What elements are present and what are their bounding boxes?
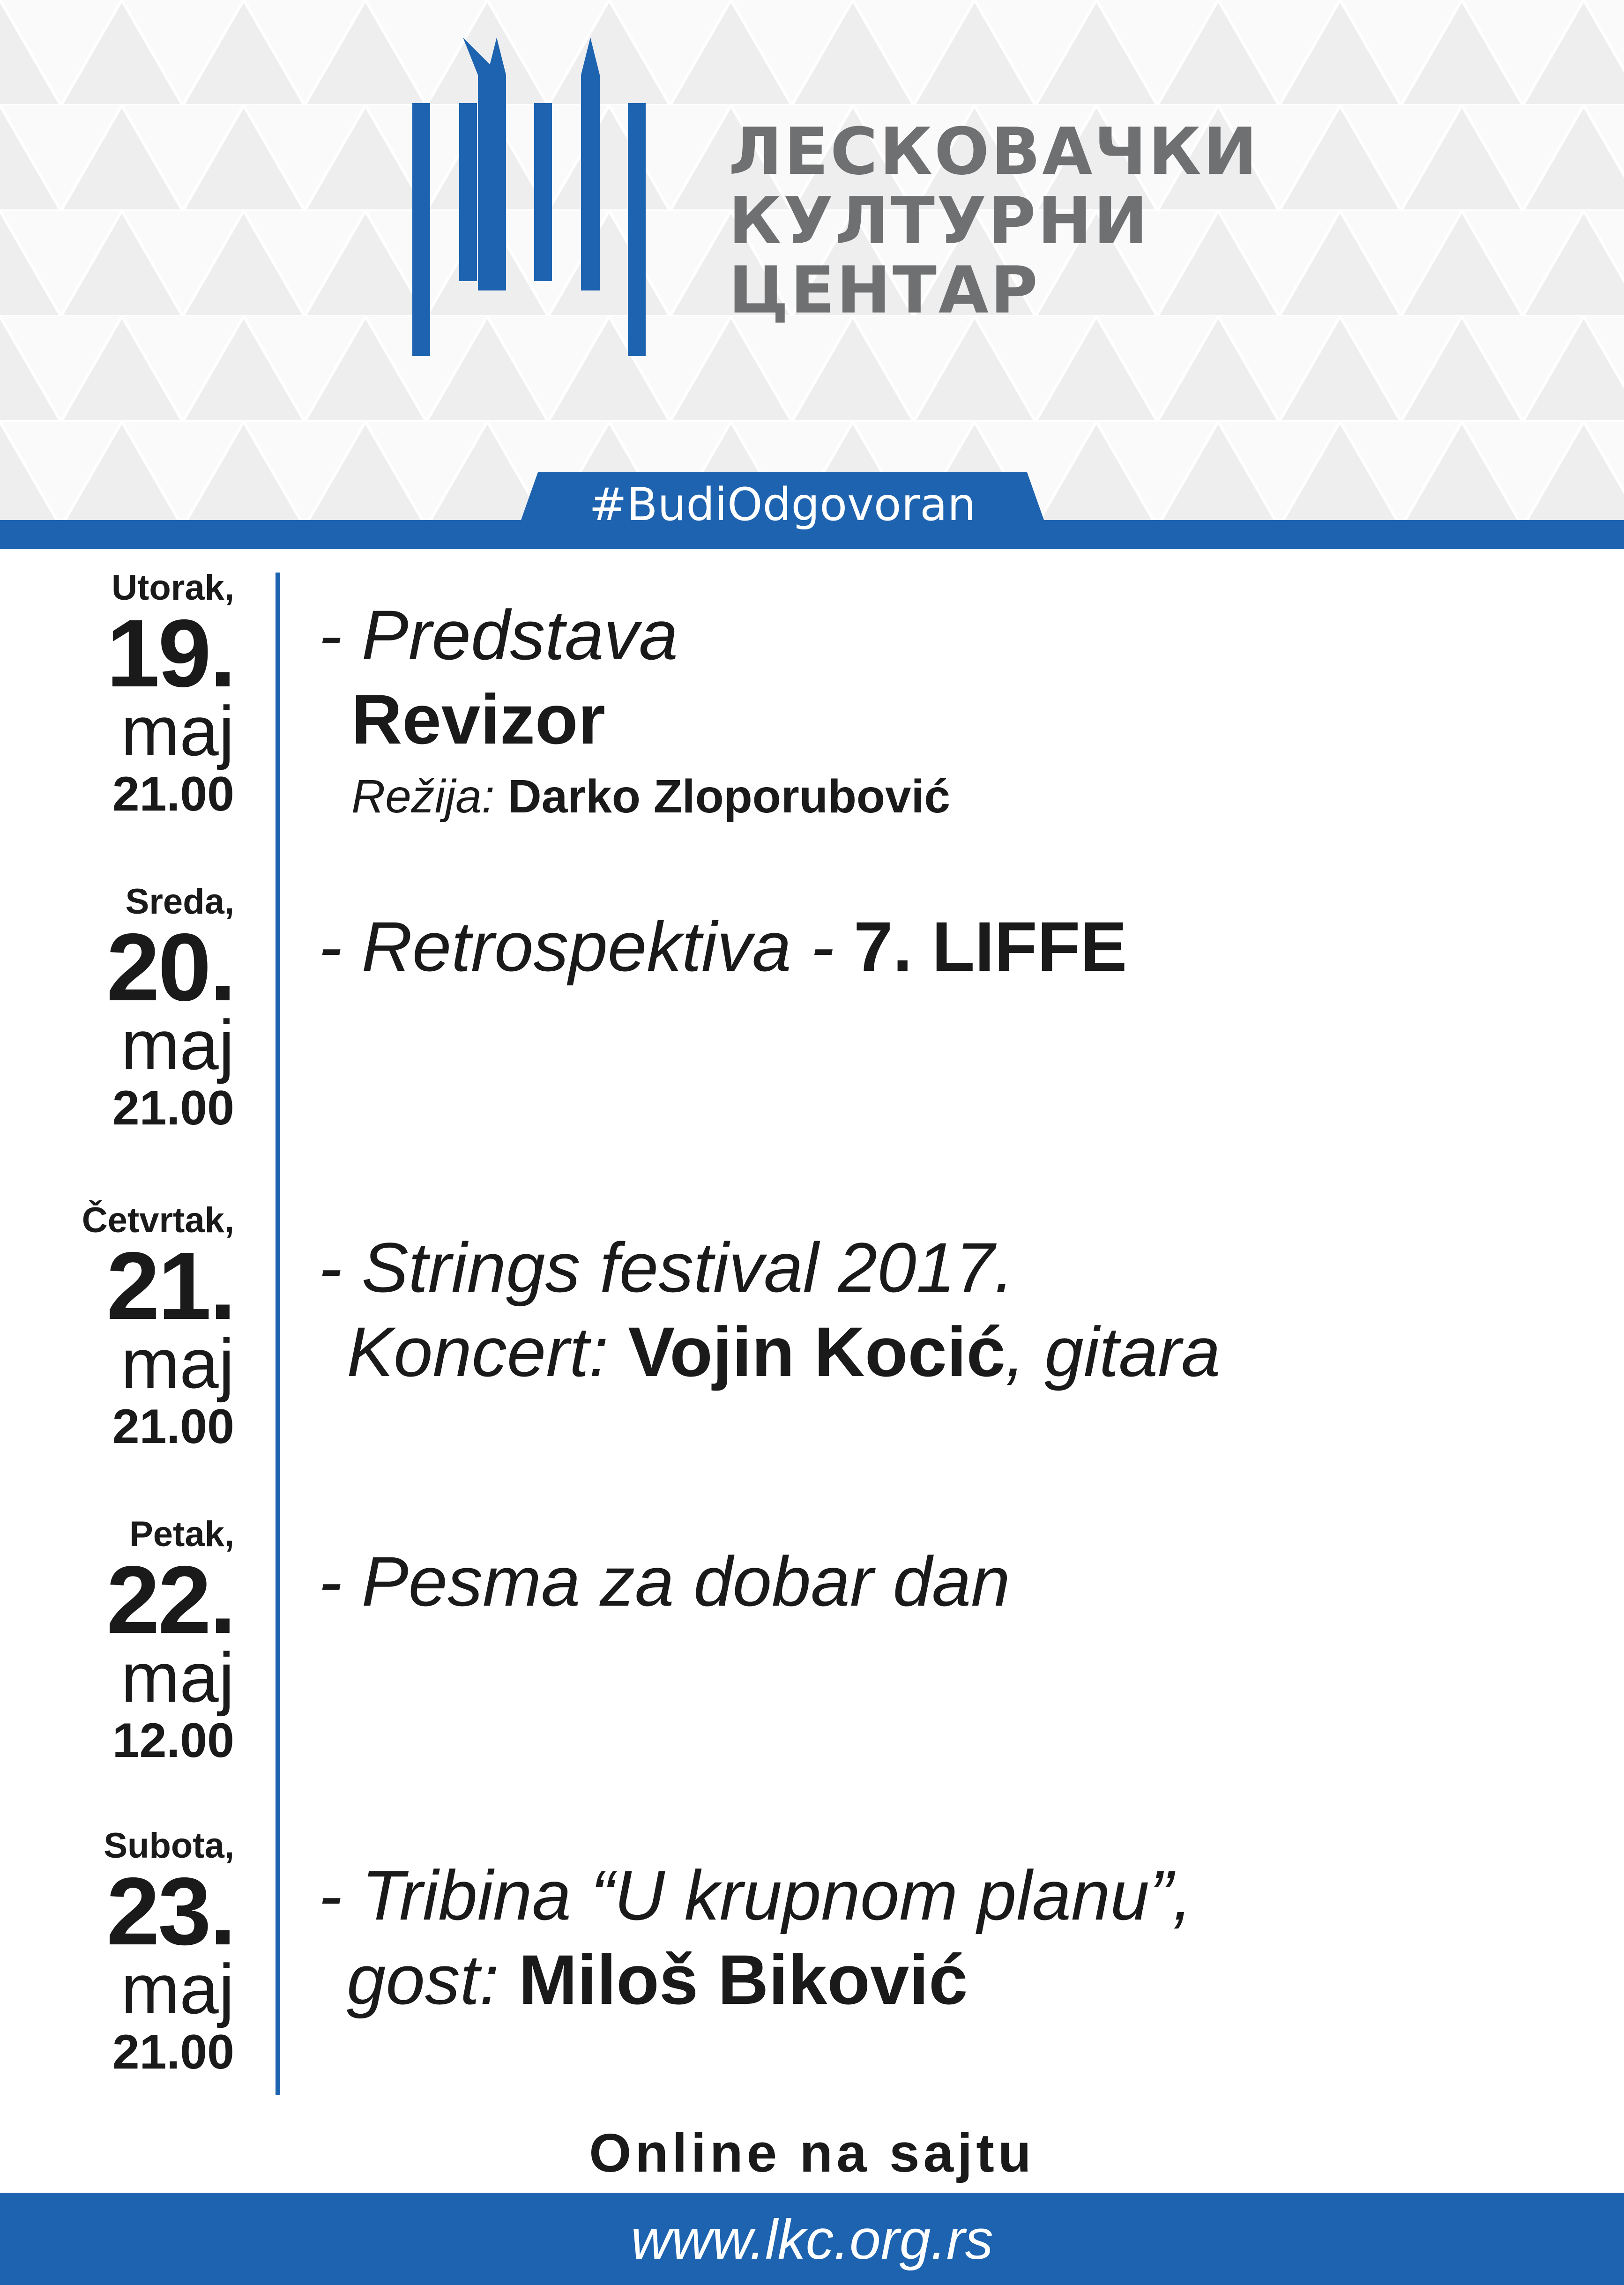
day-number: 19.	[106, 600, 234, 707]
day-number: 22.	[106, 1546, 234, 1653]
month: maj	[121, 1950, 234, 2028]
day-number: 23.	[106, 1858, 234, 1965]
event-line-2	[319, 1310, 1221, 1394]
header	[0, 0, 1624, 520]
event-date-4	[75, 1513, 234, 1771]
day-name: Utorak,	[112, 568, 234, 608]
day-number: 21.	[106, 1232, 234, 1340]
month: maj	[121, 1324, 234, 1403]
event-date-1	[75, 567, 234, 825]
logo-text	[729, 114, 1259, 328]
online-notice: Online na sajtu	[589, 2122, 1035, 2183]
event-type: - Strings festival 2017.	[319, 1228, 1014, 1307]
guest-name: Miloš Biković	[518, 1940, 968, 2019]
day-number: 20.	[106, 914, 234, 1021]
time: 21.00	[112, 1081, 234, 1135]
event-type: - Tribina “U krupnom planu”,	[319, 1856, 1192, 1935]
time: 21.00	[112, 1399, 234, 1454]
website-link[interactable]: www.lkc.org.rs	[631, 2208, 993, 2271]
event-type: - Retrospektiva -	[319, 907, 854, 986]
schedule-divider	[276, 573, 280, 2095]
day-name: Četvrtak,	[82, 1200, 234, 1240]
credit-label: Režija:	[351, 770, 495, 823]
credit-name: Darko Zloporubović	[507, 770, 950, 823]
hashtag-label: #BudiOdgovoran	[589, 478, 976, 531]
performer-label: Koncert:	[347, 1312, 628, 1391]
event-details-4	[319, 1539, 1010, 1623]
event-credit	[319, 761, 950, 832]
event-line-2	[319, 1937, 1192, 2022]
event-date-3	[75, 1199, 234, 1457]
time: 21.00	[112, 2025, 234, 2079]
logo-line-3: ЦЕНТАР	[729, 253, 1040, 328]
pencils-bars-icon	[403, 28, 684, 365]
event-date-2	[75, 881, 234, 1139]
event-type: - Predstava	[319, 595, 678, 674]
event-details-3	[319, 1225, 1221, 1394]
day-name: Petak,	[129, 1514, 234, 1554]
month: maj	[121, 692, 234, 770]
performer-name: Vojin Kocić	[628, 1312, 1006, 1391]
month: maj	[121, 1638, 234, 1717]
event-details-1	[319, 593, 950, 832]
performer-instrument: , gitara	[1005, 1312, 1221, 1391]
month: maj	[121, 1005, 234, 1084]
day-name: Subota,	[104, 1826, 234, 1866]
event-title: 7. LIFFE	[854, 907, 1127, 986]
event-line	[319, 904, 1127, 989]
logo-line-1: ЛЕСКОВАЧКИ	[729, 114, 1259, 189]
event-title: Revizor	[351, 680, 605, 759]
day-name: Sreda,	[125, 882, 234, 922]
guest-label: gost:	[347, 1940, 519, 2019]
event-type: - Pesma za dobar dan	[319, 1542, 1010, 1621]
event-details-2	[319, 904, 1127, 989]
event-details-5	[319, 1853, 1192, 2022]
logo-line-2: КУЛТУРНИ	[729, 183, 1150, 259]
time: 12.00	[112, 1713, 234, 1768]
time: 21.00	[112, 767, 234, 821]
event-date-5	[75, 1825, 234, 2083]
